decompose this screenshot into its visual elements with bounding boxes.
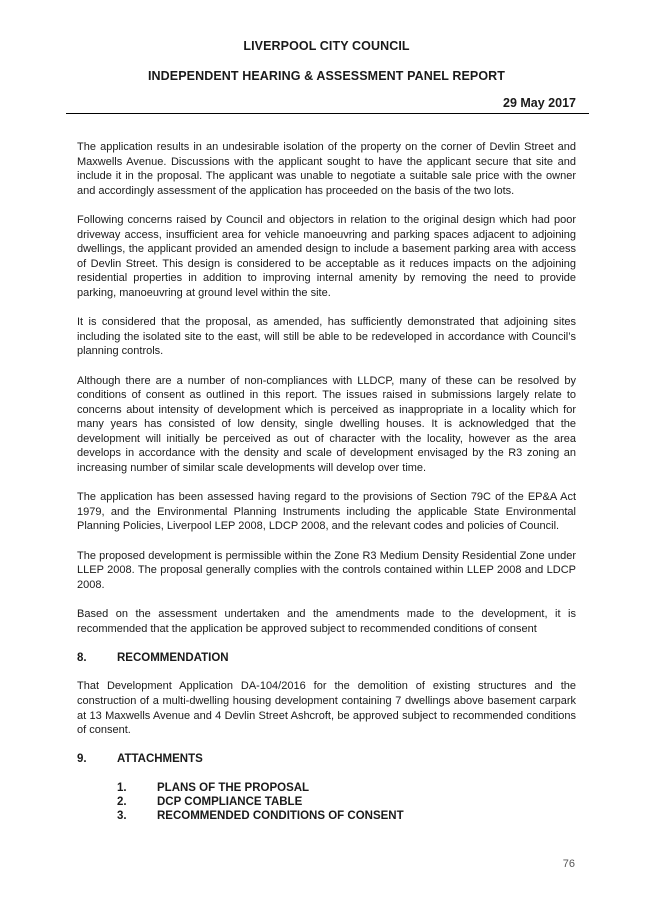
attachment-label: RECOMMENDED CONDITIONS OF CONSENT (157, 809, 404, 822)
paragraph-amended-design: Following concerns raised by Council and objectors in relation to the original design which had poor driveway access, insufficient area for vehicle manoeuvring and parking spaces adjacent to adjoining dwellings, the applicant provided an amended design to include a basement parking area with access of Devlin Street. This design is considered to be acceptable as it reduces impacts on the adjoining residential properties in addition to improving internal amenity by removing the need to provide parking, manoeuvring at ground level within the site. (77, 213, 576, 299)
attachment-label: DCP COMPLIANCE TABLE (157, 795, 303, 808)
paragraph-isolation: The application results in an undesirable isolation of the property on the corner of Devlin Street and Maxwells Avenue. Discussions with the applicant sought to have the applicant secure that site and include it in the proposal. The applicant was unable to negotiate a suitable sale price with the owner and accordingly assessment of the application has proceeded on the basis of the two lots. (77, 141, 576, 197)
attachment-item (117, 781, 576, 795)
attachment-item (117, 809, 576, 823)
paragraph-adjoining-sites: It is considered that the proposal, as amended, has sufficiently demonstrated that adjoining sites including the isolated site to the east, will still be able to be redeveloped in accordance with Council’s planning controls. (77, 316, 576, 358)
attachment-number: 2. (117, 795, 127, 808)
paragraph-non-compliances: Although there are a number of non-compliances with LLDCP, many of these can be resolved by conditions of consent as outlined in this report. The issues raised in submissions largely relate to concerns about intensity of development which is perceived as inappropriate in a locality which for many years has consisted of low density, single dwelling houses. It is acknowledged that the development will initially be perceived as out of character with the locality, however as the area develops in accordance with the density and scale of development envisaged by the R3 zoning an increasing number of similar scale developments will develop over time. (77, 374, 576, 475)
attachment-label: PLANS OF THE PROPOSAL (157, 781, 310, 794)
report-body (77, 140, 576, 823)
recommendation-text: That Development Application DA-104/2016 for the demolition of existing structures and the construction of a multi-dwelling housing development containing 7 dwellings above basement carpark at 13 Maxwells Avenue and 4 Devlin Street Ashcroft, be approved subject to recommended conditions of consent. (77, 680, 576, 737)
paragraph-permissibility: The proposed development is permissible within the Zone R3 Medium Density Residential Zone under LLEP 2008. The proposal generally complies with the controls contained within LLEP 2008 and LDCP 2008. (77, 549, 576, 591)
paragraph-conclusion: Based on the assessment undertaken and the amendments made to the development, it is recommended that the application be approved subject to recommended conditions of consent (77, 608, 576, 635)
section-title: ATTACHMENTS (117, 753, 203, 766)
section-title: RECOMMENDATION (117, 651, 229, 664)
page-number: 76 (562, 858, 575, 870)
report-title: INDEPENDENT HEARING & ASSESSMENT PANEL REPORT (147, 69, 506, 83)
attachment-number: 3. (117, 809, 127, 822)
council-title: LIVERPOOL CITY COUNCIL (243, 39, 410, 53)
attachment-number: 1. (117, 781, 127, 794)
report-date: 29 May 2017 (503, 96, 576, 110)
attachment-item (117, 795, 576, 809)
header-divider (66, 113, 589, 114)
paragraph-assessment: The application has been assessed having regard to the provisions of Section 79C of the EP&A Act 1979, and the Environmental Planning Instruments including the applicable State Environmental Planning Policies, Liverpool LEP 2008, LDCP 2008, and the relevant codes and policies of Council. (77, 491, 576, 533)
section-number: 9. (77, 753, 87, 766)
attachments-list (117, 781, 576, 823)
attachments-heading (77, 752, 576, 767)
section-number: 8. (77, 651, 87, 664)
recommendation-heading (77, 651, 576, 666)
